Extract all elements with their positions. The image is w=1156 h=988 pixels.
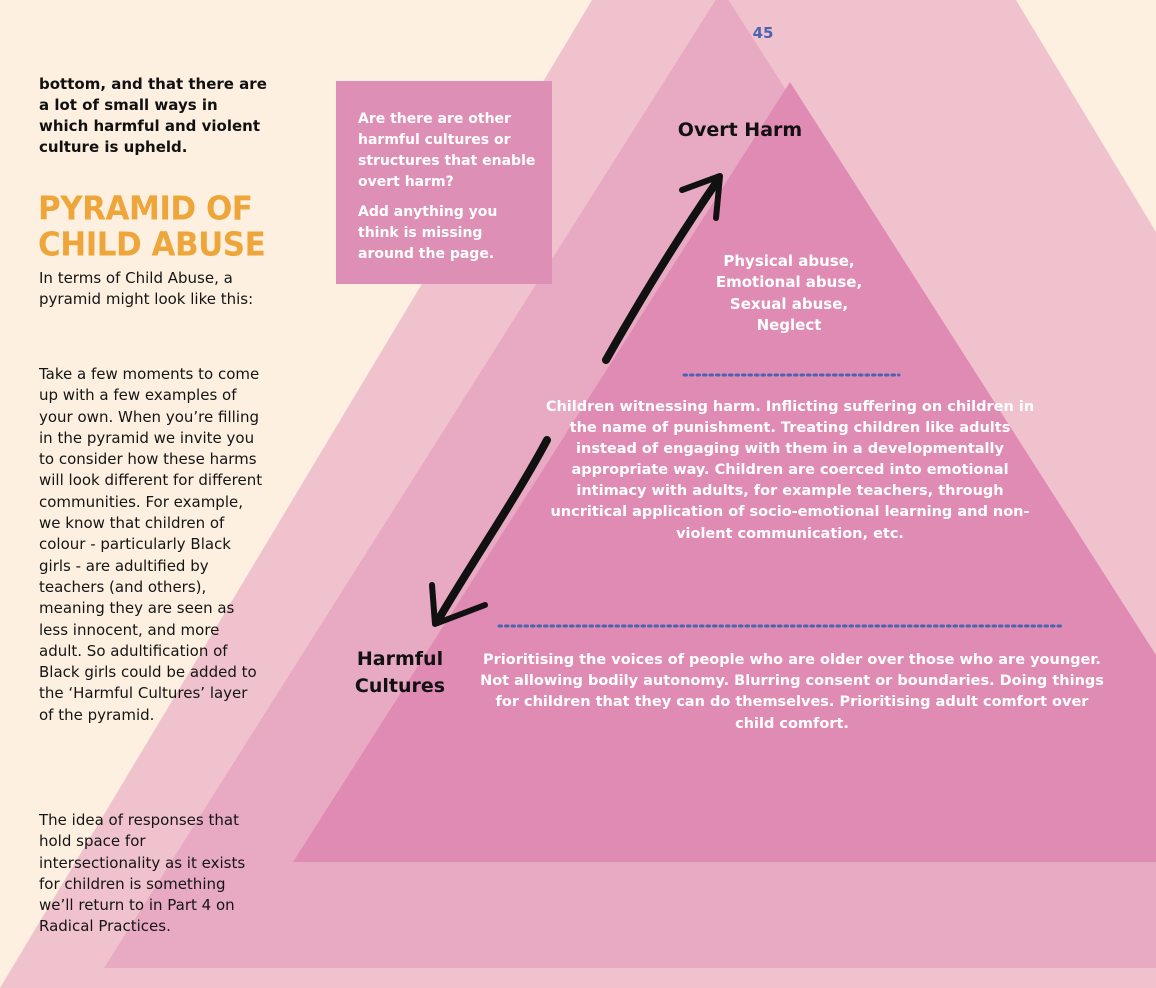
page-number: 45	[752, 24, 774, 42]
heading-line-2: CHILD ABUSE	[38, 225, 266, 264]
overt-harm-label: Overt Harm	[677, 119, 803, 141]
paragraph-intro: In terms of Child Abuse, a pyramid might look like this:	[39, 269, 254, 309]
intro-text: bottom, and that there are a lot of small ways in which harmful and violent culture is upheld.	[39, 75, 267, 156]
note-prompt: Add anything you think is missing around the page.	[358, 204, 498, 262]
note-box	[336, 81, 552, 284]
heading-line-1: PYRAMID OF	[38, 190, 253, 229]
paragraph-examples: Take a few moments to come up with a few examples of your own. When you’re filling in the pyramid we invite you to consider how these harms will look different for different communities. For example, we know that children of colour - particularly Black girls - are adultified by teachers (and others), meaning they are seen as less innocent, and more adult. So adultification of Black girls could be added to the ‘Harmful Cultures’ layer of the pyramid.	[39, 365, 263, 724]
tier-middle-text: Children witnessing harm. Inflicting suffering on children in the name of punishment. Treating children like adults instead of engaging with them in a developmentally appropriate way. Children are coerced into emotional intimacy with adults, for example teachers, through uncritical application of socio-emotional learning and non-violent communication, etc.	[545, 399, 1035, 542]
note-question: Are there are other harmful cultures or structures that enable overt harm?	[358, 111, 536, 190]
tier-overt-harm-text: Physical abuse, Emotional abuse, Sexual abuse, Neglect	[715, 252, 863, 334]
section-heading	[38, 191, 298, 262]
tier-harmful-cultures-text: Prioritising the voices of people who are older over those who are younger. Not allowing bodily autonomy. Blurring consent or boundaries. Doing things for children that they can do themselves. Prioritising adult comfort over child comfort.	[480, 652, 1104, 732]
harmful-cultures-label: Harmful Cultures	[354, 648, 446, 697]
paragraph-intersectionality: The idea of responses that hold space for intersectionality as it exists for children is something we’ll return to in Part 4 on Radical Practices.	[39, 811, 246, 936]
